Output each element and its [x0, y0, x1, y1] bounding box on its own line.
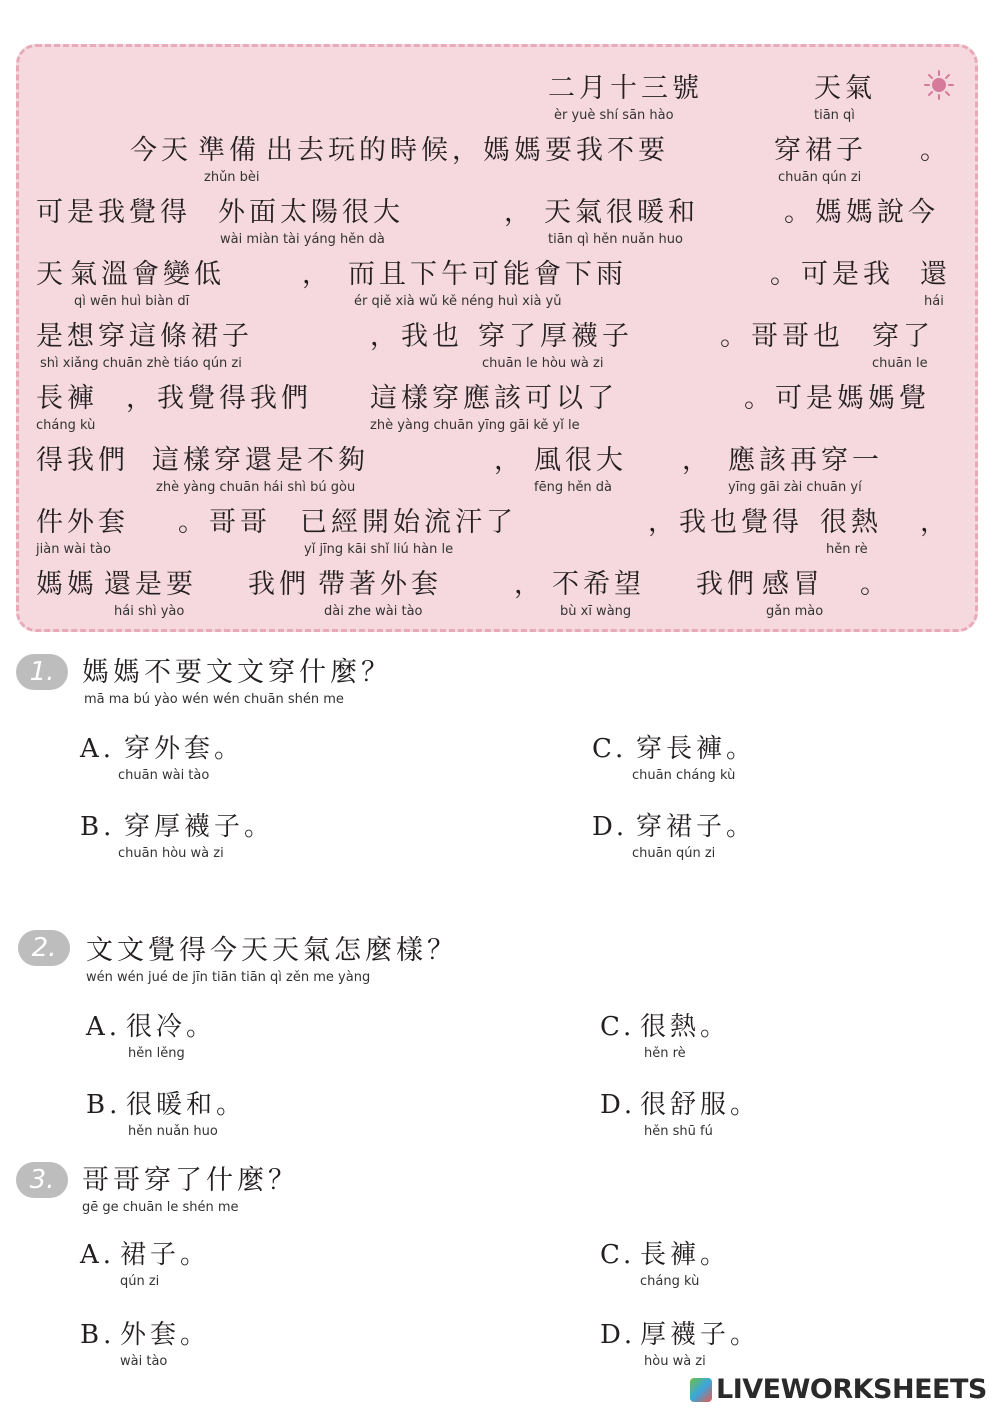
segment-text: ， — [514, 569, 545, 600]
option-text: 穿外套。 — [124, 734, 245, 764]
segment-text: ， — [494, 445, 525, 476]
segment-pinyin: hái — [924, 294, 944, 309]
option-label: A. — [80, 734, 116, 764]
stem-text: 媽媽不要文文穿什麼？ — [82, 657, 392, 688]
option-pinyin: hěn nuǎn huo — [128, 1124, 218, 1139]
stem-pinyin: wén wén jué de jīn tiān tiān qì zěn me yàng — [86, 970, 371, 985]
question-number: 2. — [18, 930, 70, 966]
segment-text: 穿了 — [872, 321, 934, 352]
date-pinyin: èr yuè shí sān hào — [554, 108, 674, 123]
segment-pinyin: yǐ jīng kāi shǐ liú hàn le — [304, 542, 454, 557]
segment-pinyin: shì xiǎng chuān zhè tiáo qún zi — [40, 356, 242, 371]
segment-text: 不希望 — [552, 569, 645, 600]
option-label: C. — [592, 734, 628, 764]
segment-text: 。可是我 — [770, 259, 894, 290]
story-line — [0, 320, 1000, 378]
segment-text: 是想穿這條裙子 — [36, 321, 253, 352]
option-pinyin: hěn shū fú — [644, 1124, 713, 1139]
segment-text: 感冒 — [762, 569, 824, 600]
segment-pinyin: bù xī wàng — [560, 604, 632, 619]
option-label: D. — [592, 812, 629, 842]
weather-pinyin: tiān qì — [814, 108, 855, 123]
segment-text: 很熱 — [820, 507, 882, 538]
segment-pinyin: chuān qún zi — [778, 170, 862, 185]
segment-pinyin: zhǔn bèi — [204, 170, 260, 185]
segment-text: ， — [682, 445, 713, 476]
option-label: A. — [80, 1240, 116, 1270]
segment-pinyin: zhè yàng chuān hái shì bú gòu — [156, 480, 356, 495]
segment-pinyin: yīng gāi zài chuān yí — [728, 480, 862, 495]
segment-text: 我們 — [248, 569, 310, 600]
segment-pinyin: chuān le — [872, 356, 928, 371]
segment-pinyin: hái shì yào — [114, 604, 185, 619]
segment-text: 可是我覺得 — [36, 197, 191, 228]
option-pinyin: chuān qún zi — [632, 846, 716, 861]
segment-text: 這樣穿還是不夠 — [152, 445, 369, 476]
segment-text: 帶著外套 — [318, 569, 442, 600]
logo-text: LIVEWORKSHEETS — [716, 1374, 987, 1405]
segment-text: 。哥哥也 — [720, 321, 844, 352]
stem-text: 哥哥穿了什麼？ — [82, 1165, 299, 1196]
segment-pinyin: jiàn wài tào — [36, 542, 111, 557]
segment-pinyin: ér qiě xià wǔ kě néng huì xià yǔ — [354, 294, 562, 309]
option-text: 長褲。 — [640, 1240, 731, 1270]
segment-text: 還是要 — [104, 569, 197, 600]
segment-text: 已經開始流汗了 — [300, 507, 517, 538]
segment-text: 而且下午可能會下雨 — [348, 259, 627, 290]
segment-text: ， — [504, 197, 535, 228]
option-text: 穿長褲。 — [636, 734, 757, 764]
segment-pinyin: cháng kù — [36, 418, 96, 433]
story-line — [0, 382, 1000, 440]
segment-text: 還 — [920, 259, 951, 290]
segment-text: 。 — [920, 135, 951, 166]
option-text: 很冷。 — [126, 1012, 217, 1042]
liveworksheets-logo[interactable] — [690, 1374, 990, 1406]
story-line — [0, 444, 1000, 502]
option-pinyin: hòu wà zi — [644, 1354, 706, 1369]
option-label: B. — [86, 1090, 122, 1120]
story-line — [0, 196, 1000, 254]
stem-pinyin: mā ma bú yào wén wén chuān shén me — [84, 692, 344, 707]
option-pinyin: chuān cháng kù — [632, 768, 736, 783]
segment-text: 氣溫會變低 — [70, 259, 225, 290]
option-pinyin: chuān wài tào — [118, 768, 210, 783]
option-label: D. — [600, 1090, 637, 1120]
segment-text: 穿了厚襪子 — [478, 321, 633, 352]
option-label: C. — [600, 1240, 636, 1270]
segment-pinyin: fēng hěn dà — [534, 480, 613, 495]
segment-text: 得我們 — [36, 445, 129, 476]
segment-text: 。哥哥 — [178, 507, 271, 538]
segment-text: ，我覺得我們 — [126, 383, 312, 414]
sun-icon — [924, 70, 954, 100]
segment-text: 。 — [860, 569, 891, 600]
option-pinyin: qún zi — [120, 1274, 160, 1289]
segment-text: ， — [920, 507, 951, 538]
story-line — [0, 134, 1000, 192]
weather-text: 天氣 — [814, 73, 876, 104]
option-text: 厚襪子。 — [640, 1320, 761, 1350]
segment-pinyin: gǎn mào — [766, 604, 824, 619]
segment-text: ，我也覺得 — [648, 507, 803, 538]
date-text: 二月十三號 — [548, 73, 703, 104]
segment-pinyin: qì wēn huì biàn dī — [74, 294, 190, 309]
stem-pinyin: gē ge chuān le shén me — [82, 1200, 239, 1215]
segment-text: ，我也 — [370, 321, 463, 352]
question-number: 3. — [16, 1162, 68, 1198]
segment-pinyin: chuān le hòu wà zi — [482, 356, 604, 371]
segment-text: 應該再穿一 — [728, 445, 883, 476]
segment-pinyin: zhè yàng chuān yīng gāi kě yǐ le — [370, 418, 580, 433]
option-label: D. — [600, 1320, 637, 1350]
segment-text: 外面太陽很大 — [218, 197, 404, 228]
segment-text: 長褲 — [36, 383, 98, 414]
story-line — [0, 258, 1000, 316]
segment-text: 今天 — [130, 135, 192, 166]
segment-text: 穿裙子 — [774, 135, 867, 166]
liveworksheets-logo-icon — [690, 1378, 712, 1402]
segment-text: 天氣很暖和 — [544, 197, 699, 228]
segment-text: 我們 — [696, 569, 758, 600]
option-pinyin: wài tào — [120, 1354, 168, 1369]
option-text: 裙子。 — [120, 1240, 211, 1270]
question-number: 1. — [16, 654, 68, 690]
option-label: C. — [600, 1012, 636, 1042]
option-text: 外套。 — [120, 1320, 211, 1350]
story-line — [0, 568, 1000, 626]
option-text: 很暖和。 — [126, 1090, 247, 1120]
option-label: B. — [80, 1320, 116, 1350]
option-label: B. — [80, 812, 116, 842]
segment-text: 媽媽 — [36, 569, 98, 600]
option-pinyin: chuān hòu wà zi — [118, 846, 224, 861]
option-label: A. — [86, 1012, 122, 1042]
segment-text: 。可是媽媽覺 — [744, 383, 930, 414]
option-text: 穿厚襪子。 — [124, 812, 275, 842]
option-text: 很舒服。 — [640, 1090, 761, 1120]
option-pinyin: hěn rè — [644, 1046, 686, 1061]
option-text: 穿裙子。 — [636, 812, 757, 842]
segment-text: 件外套 — [36, 507, 129, 538]
option-pinyin: hěn lěng — [128, 1046, 185, 1061]
segment-text: 天 — [36, 259, 67, 290]
segment-pinyin: hěn rè — [826, 542, 868, 557]
segment-text: 準備 — [198, 135, 260, 166]
segment-text: 出去玩的時候，媽媽要我不要 — [266, 135, 669, 166]
option-pinyin: cháng kù — [640, 1274, 700, 1289]
story-line — [0, 506, 1000, 564]
option-text: 很熱。 — [640, 1012, 731, 1042]
segment-text: 風很大 — [534, 445, 627, 476]
segment-text: 這樣穿應該可以了 — [370, 383, 618, 414]
segment-pinyin: dài zhe wài tào — [324, 604, 423, 619]
segment-pinyin: tiān qì hěn nuǎn huo — [548, 232, 683, 247]
segment-text: 。媽媽說今 — [784, 197, 939, 228]
segment-pinyin: wài miàn tài yáng hěn dà — [220, 232, 385, 247]
segment-text: ， — [302, 259, 333, 290]
stem-text: 文文覺得今天天氣怎麼樣？ — [86, 935, 458, 966]
